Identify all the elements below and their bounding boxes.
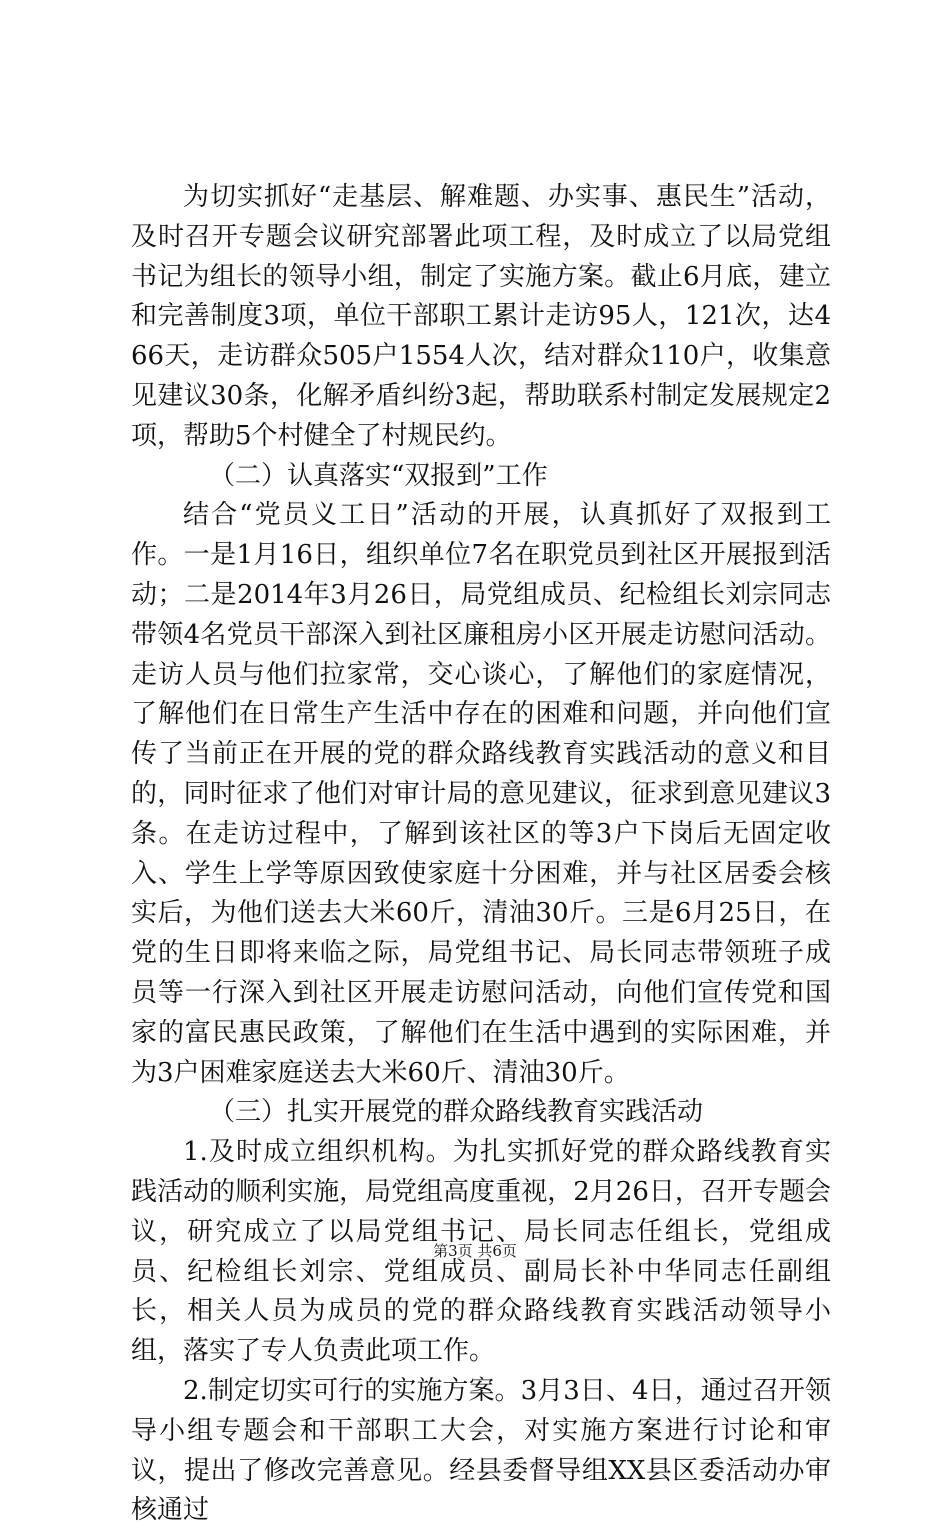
page-number-footer: 第3页 共6页 [433,1242,517,1260]
paragraph-implementation-plan: 2.制定切实可行的实施方案。3月3日、4日，通过召开领导小组专题会和干部职工大会，对实施方案进行讨论和审议，提出了修改完善意见。经县委督导组XX县区委活动办审核通过 [131,1375,831,1526]
paragraph-organization: 1.及时成立组织机构。为扎实抓好党的群众路线教育实践活动的顺利实施，局党组高度重视，2月26日，召开专题会议，研究成立了以局党组书记、局长同志任组长，党组成员、纪检组长刘宗、党组成员、副局长补中华同志任副组长，相关人员为成员的党的群众路线教育实践活动领导小组，落实了专人负责此项工作。 [131,1137,831,1367]
paragraph-double-report: 结合“党员义工日”活动的开展，认真抓好了双报到工作。一是1月16日，组织单位7名在职党员到社区开展报到活动；二是2014年3月26日，局党组成员、纪检组长刘宗同志带领4名党员干部深入到社区廉租房小区开展走访慰问活动。走访人员与他们拉家常，交心谈心，了解他们的家庭情况，了解他们在日常生产生活中存在的困难和问题，并向他们宣传了当前正在开展的党的群众路线教育实践活动的意义和目的，同时征求了他们对审计局的意见建议，征求到意见建议3条。在走访过程中，了解到该社区的等3户下岗后无固定收入、学生上学等原因致使家庭十分困难，并与社区居委会核实后，为他们送去大米60斤，清油30斤。三是6月25日，在党的生日即将来临之际，局党组书记、局长同志带领班子成员等一行深入到社区开展走访慰问活动，向他们宣传党和国家的富民惠民政策，了解他们在生活中遇到的实际困难，并为3户困难家庭送去大米60斤、清油30斤。 [131,500,831,1088]
paragraph-zoujiceng-activity: 为切实抓好“走基层、解难题、办实事、惠民生”活动，及时召开专题会议研究部署此项工程，及时成立了以局党组书记为组长的领导小组，制定了实施方案。截止6月底，建立和完善制度3项，单位干部职工累计走访95人，121次，达466天，走访群众505户1554人次，结对群众110户，收集意见建议30条，化解矛盾纠纷3起，帮助联系村制定发展规定2项，帮助5个村健全了村规民约。 [131,182,831,451]
document-body [131,178,831,1531]
section-heading-double-report: （二）认真落实“双报到”工作 [209,460,548,491]
section-heading-mass-line: （三）扎实开展党的群众路线教育实践活动 [209,1097,704,1128]
